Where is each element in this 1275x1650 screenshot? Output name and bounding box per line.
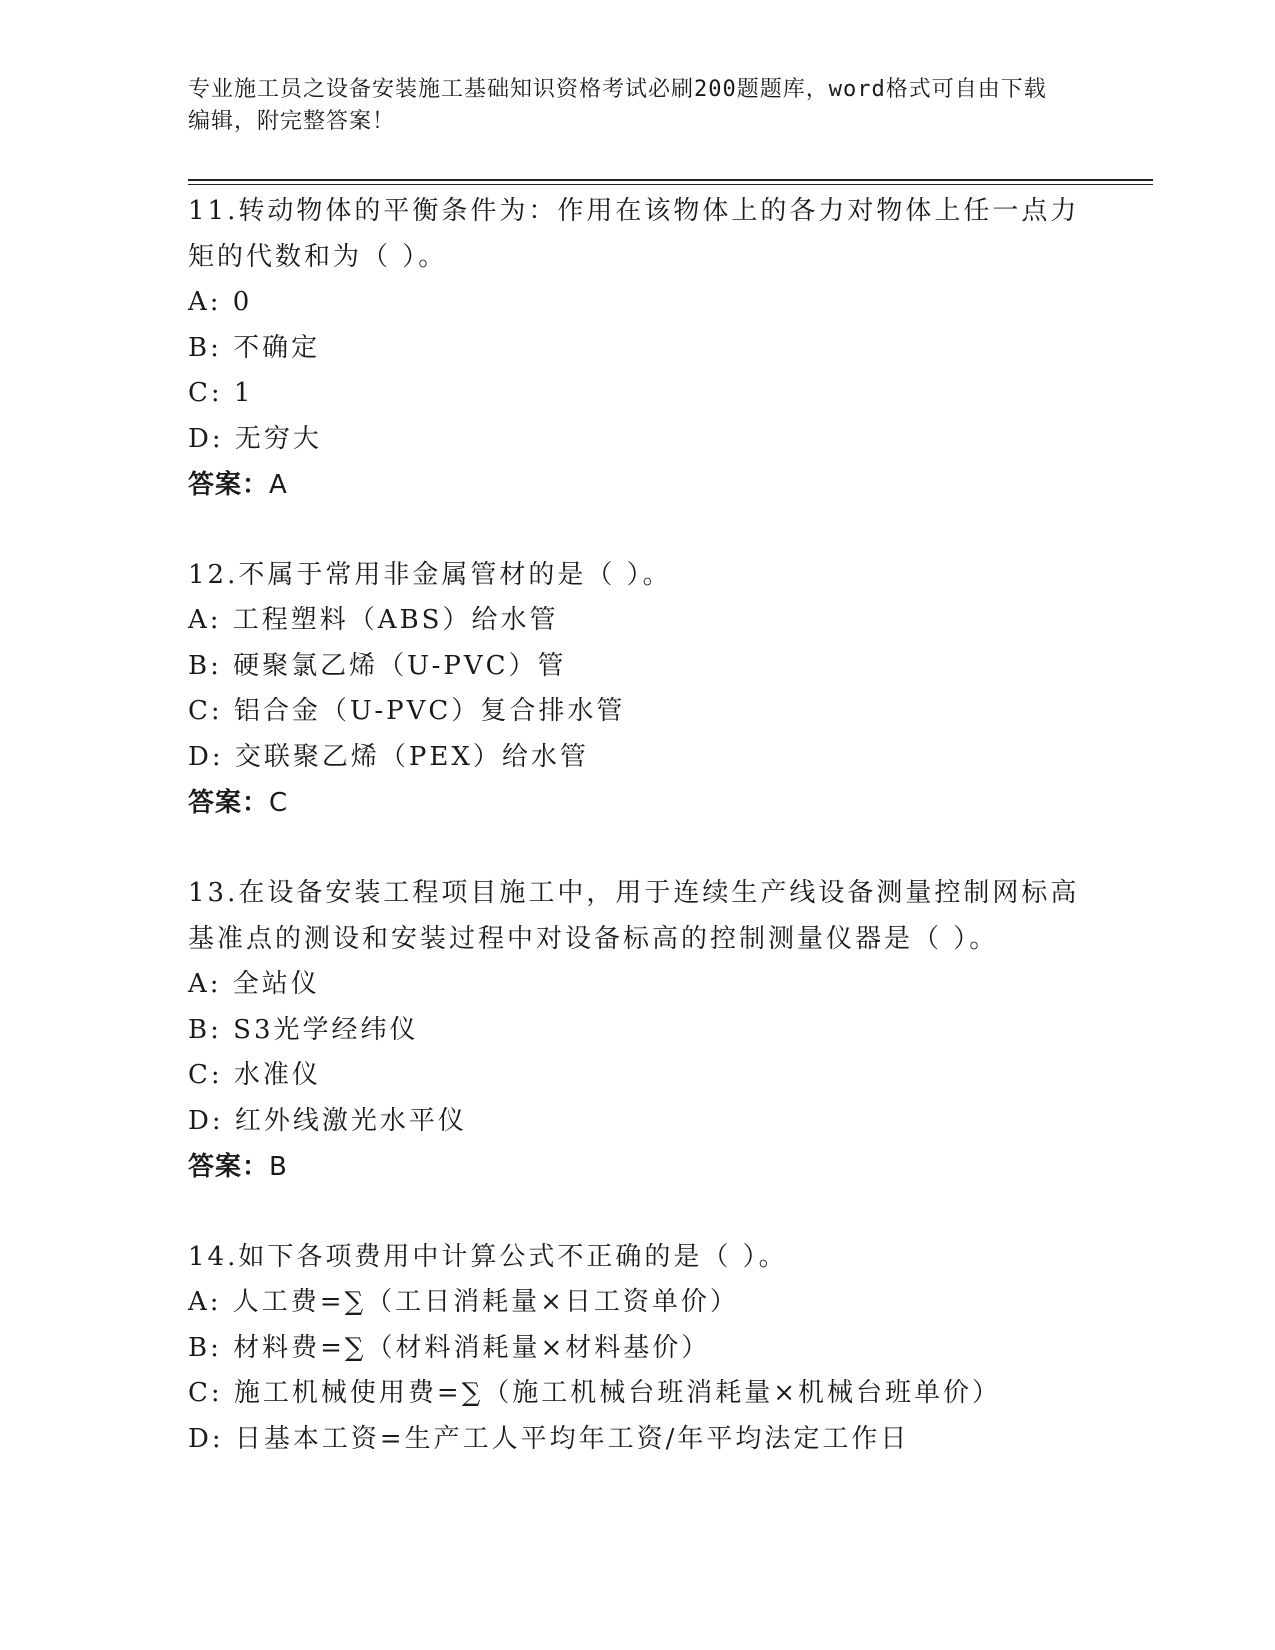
option-d: D: 无穷大: [188, 423, 322, 454]
question-stem: 14.如下各项费用中计算公式不正确的是（ ）。: [188, 1242, 788, 1272]
answer-label: 答案：: [188, 788, 270, 818]
option-d: D: 红外线激光水平仪: [188, 1105, 467, 1136]
option-a: A: 工程塑料（ABS）给水管: [188, 605, 559, 635]
option-c: C: 1: [188, 378, 254, 408]
option-b: B: 材料费=∑（材料消耗量×材料基价）: [188, 1332, 711, 1363]
option-b: B: 不确定: [188, 332, 321, 363]
option-b: B: S3光学经纬仪: [188, 1014, 419, 1045]
question-11: [188, 188, 1088, 508]
option-a: A: 人工费=∑（工日消耗量×日工资单价）: [188, 1287, 739, 1317]
answer-value: C: [269, 788, 289, 818]
option-a: A: 全站仪: [188, 969, 320, 999]
question-stem: 13.在设备安装工程项目施工中，用于连续生产线设备测量控制网标高基准点的测设和安装过程中对设备标高的控制测量仪器是（ ）。: [188, 878, 1080, 954]
header-divider-thin: [188, 184, 1153, 185]
question-14: [188, 1234, 1088, 1462]
option-c: C: 施工机械使用费=∑（施工机械台班消耗量×机械台班单价）: [188, 1378, 1002, 1408]
answer-line: [188, 462, 1088, 508]
answer-value: A: [269, 470, 288, 500]
option-d: D: 日基本工资=生产工人平均年工资/年平均法定工作日: [188, 1423, 910, 1454]
option-b: B: 硬聚氯乙烯（U-PVC）管: [188, 650, 567, 681]
question-stem: 11.转动物体的平衡条件为：作用在该物体上的各力对物体上任一点力矩的代数和为（ ）。: [188, 196, 1080, 272]
option-c: C: 铝合金（U-PVC）复合排水管: [188, 696, 626, 726]
answer-label: 答案：: [188, 470, 270, 500]
option-d: D: 交联聚乙烯（PEX）给水管: [188, 741, 589, 772]
question-stem: 12.不属于常用非金属管材的是（ ）。: [188, 560, 672, 590]
question-12: [188, 552, 1088, 826]
document-header: 专业施工员之设备安装施工基础知识资格考试必刷200题题库，word格式可自由下载编辑，附完整答案！: [188, 77, 1047, 134]
answer-label: 答案：: [188, 1152, 270, 1182]
option-a: A: 0: [188, 287, 253, 317]
question-13: [188, 870, 1088, 1190]
option-c: C: 水准仪: [188, 1060, 321, 1090]
header-divider-thick: [188, 179, 1153, 181]
answer-line: [188, 1144, 1088, 1190]
answer-value: B: [269, 1152, 288, 1182]
answer-line: [188, 780, 1088, 826]
